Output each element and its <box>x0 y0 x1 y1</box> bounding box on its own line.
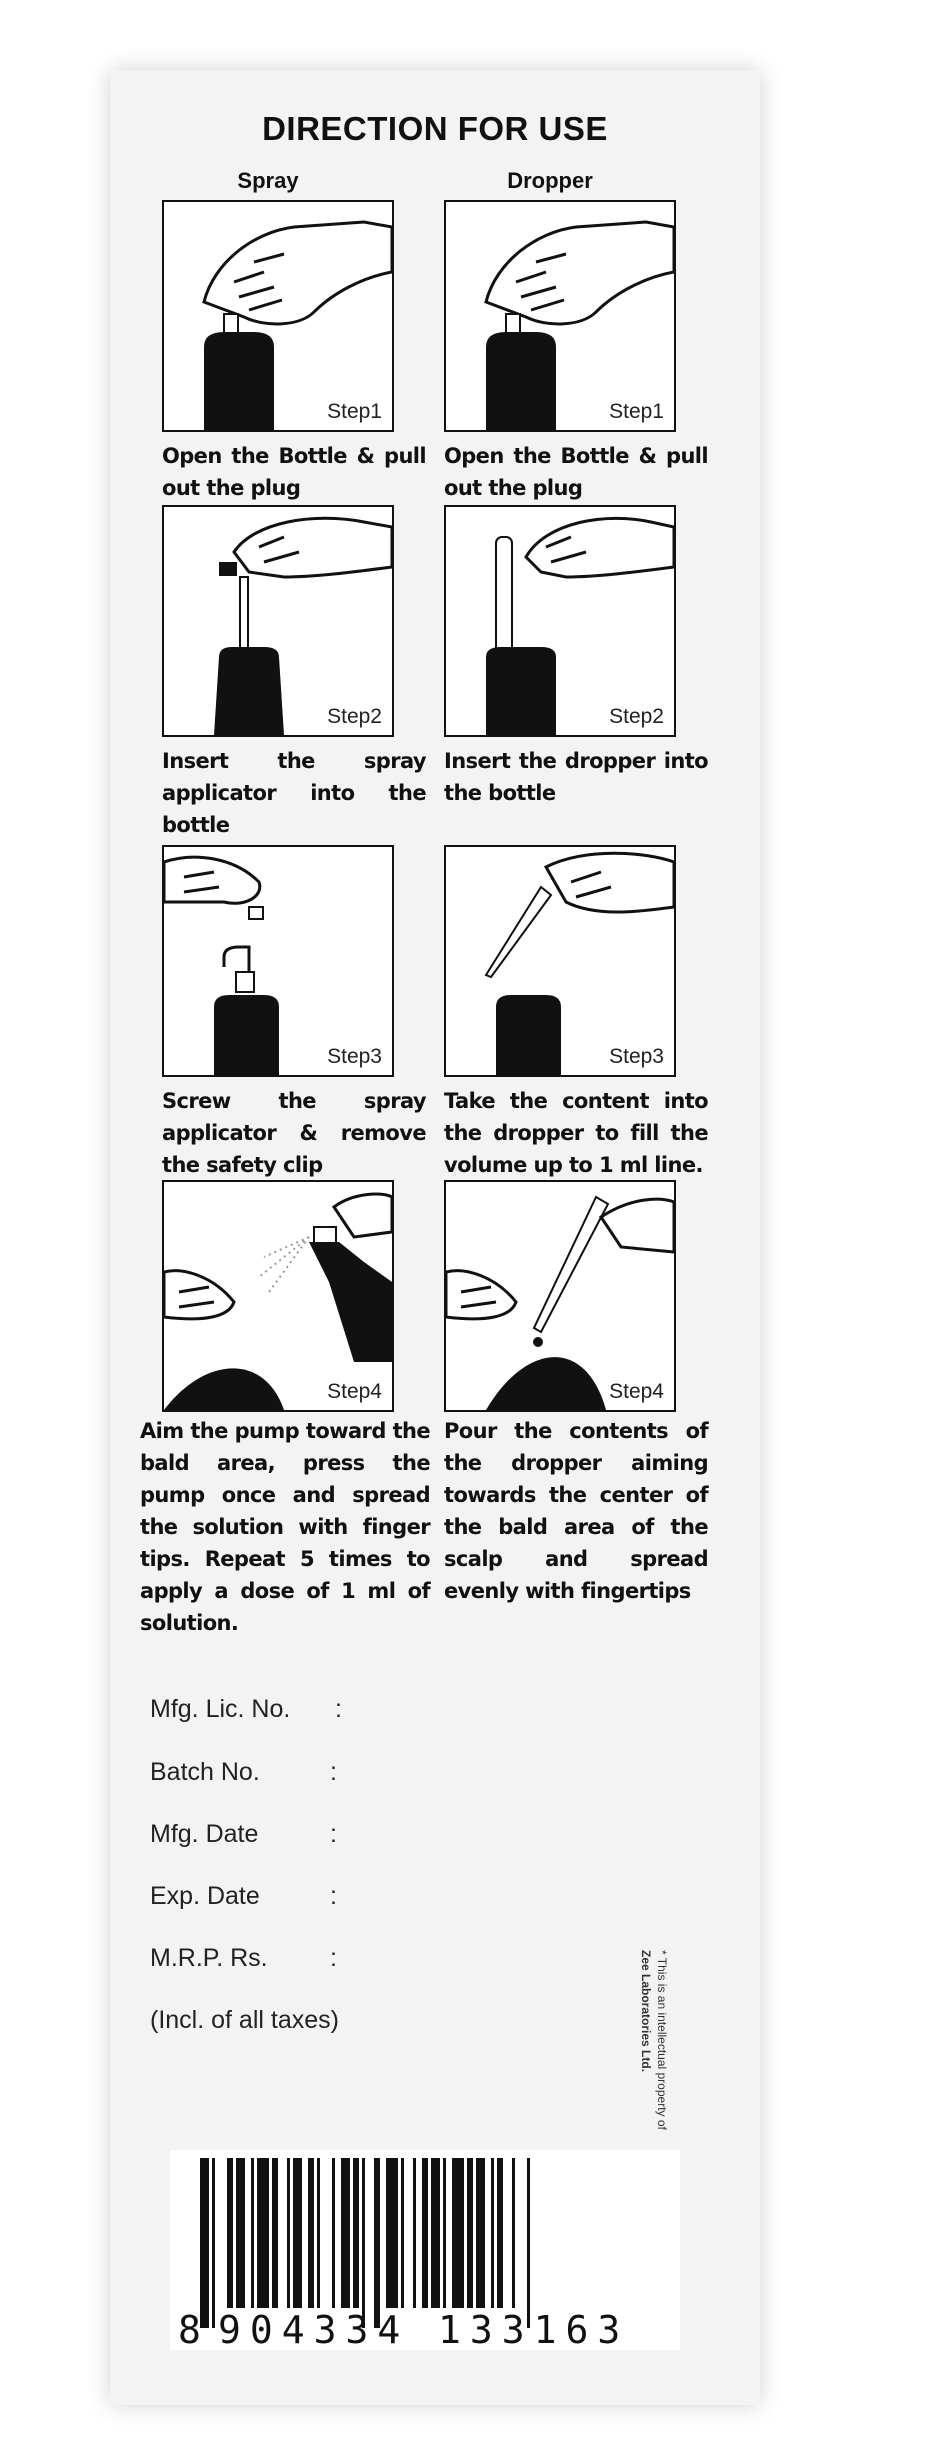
barcode-bar <box>353 2158 359 2308</box>
barcode-bar <box>332 2158 335 2308</box>
batch-no-field <box>150 1758 337 1787</box>
exp-date-field <box>150 1882 337 1911</box>
field-label: Exp. Date <box>150 1882 260 1910</box>
barcode-bar <box>431 2158 440 2308</box>
step-label: Step4 <box>327 1380 382 1403</box>
step-label: Step1 <box>609 400 664 423</box>
dropper-step2-caption: Insert the dropper into the bottle <box>444 749 708 805</box>
barcode-bar <box>512 2158 515 2308</box>
step-label: Step2 <box>327 705 382 728</box>
barcode-bar <box>317 2158 320 2308</box>
hand-filling-dropper-icon <box>446 847 674 1075</box>
barcode-bar <box>257 2158 269 2308</box>
mrp-field <box>150 1944 337 1973</box>
field-label: Mfg. Date <box>150 1820 259 1848</box>
spray-step4-illustration <box>162 1180 394 1412</box>
hand-removing-safety-clip-icon <box>164 847 392 1075</box>
barcode-bar <box>443 2158 446 2308</box>
field-separator: : <box>330 1758 337 1786</box>
barcode-bar <box>386 2158 398 2308</box>
dropper-step3-caption: Take the content into the dropper to fill the volume up to 1 ml line. <box>444 1089 708 1177</box>
ip-note-line: * This is an intellectual property of <box>655 1950 669 2130</box>
column-dropper-heading: Dropper <box>507 168 593 193</box>
barcode-bar <box>362 2158 365 2328</box>
barcode-bar <box>467 2158 473 2308</box>
mfg-lic-no-field <box>150 1695 342 1724</box>
barcode-bar <box>422 2158 428 2308</box>
page-title: DIRECTION FOR USE <box>262 110 608 147</box>
dropper-step1-caption: Open the Bottle & pull out the plug <box>444 444 708 500</box>
barcode-bar <box>212 2158 215 2328</box>
barcode-first-digit: 8 <box>178 2308 201 2352</box>
spray-step2-illustration <box>162 505 394 737</box>
barcode-bar <box>413 2158 416 2308</box>
barcode-bar <box>491 2158 494 2308</box>
barcode-bar <box>272 2158 278 2308</box>
barcode-left-digits: 904334 <box>218 2308 410 2352</box>
barcode-bar <box>200 2158 209 2328</box>
barcode-bar <box>374 2158 380 2328</box>
step-label: Step3 <box>327 1045 382 1068</box>
barcode-bar <box>476 2158 485 2308</box>
mfg-date-field <box>150 1820 337 1849</box>
hand-pulling-plug-icon <box>446 202 674 430</box>
dropper-on-scalp-icon <box>446 1182 674 1410</box>
field-separator: : <box>335 1695 342 1723</box>
barcode-bar <box>251 2158 254 2308</box>
spray-step1-caption: Open the Bottle & pull out the plug <box>162 444 426 500</box>
spray-step2-caption: Insert the spray applicator into the bottle <box>162 749 426 837</box>
barcode-bar <box>401 2158 404 2308</box>
spray-step3-illustration <box>162 845 394 1077</box>
step-label: Step2 <box>609 705 664 728</box>
dropper-step4-illustration <box>444 1180 676 1412</box>
barcode-bar <box>497 2158 503 2308</box>
hand-inserting-dropper-icon <box>446 507 674 735</box>
spray-on-scalp-icon <box>164 1182 392 1410</box>
barcode-right-digits: 133163 <box>438 2308 630 2352</box>
spray-step1-illustration <box>162 200 394 432</box>
barcode-bar <box>308 2158 314 2308</box>
dropper-step1-illustration <box>444 200 676 432</box>
hand-inserting-spray-applicator-icon <box>164 507 392 735</box>
spray-step4-caption: Aim the pump toward the bald area, press the pump once and spread the solution with finger tips. Repeat 5 times to apply a dose of 1 ml of solution. <box>140 1419 430 1635</box>
barcode-bar <box>227 2158 233 2308</box>
barcode-bar <box>287 2158 290 2308</box>
field-label: M.R.P. Rs. <box>150 1944 268 1972</box>
hand-pulling-plug-icon <box>164 202 392 430</box>
dropper-step3-illustration <box>444 845 676 1077</box>
field-separator: : <box>330 1820 337 1848</box>
step-label: Step1 <box>327 400 382 423</box>
spray-step3-caption: Screw the spray applicator & remove the safety clip <box>162 1089 426 1177</box>
step-label: Step3 <box>609 1045 664 1068</box>
field-separator: : <box>330 1944 337 1972</box>
barcode-bar <box>341 2158 350 2308</box>
step-label: Step4 <box>609 1380 664 1403</box>
direction-card <box>110 70 760 2405</box>
company-name: Zee Laboratories Ltd. <box>639 1950 653 2073</box>
barcode-bar <box>527 2158 530 2328</box>
dropper-step2-illustration <box>444 505 676 737</box>
column-spray-heading: Spray <box>237 168 299 193</box>
field-label: Batch No. <box>150 1758 260 1786</box>
barcode-bar <box>452 2158 464 2308</box>
barcode-bar <box>293 2158 302 2308</box>
barcode <box>170 2150 680 2350</box>
field-separator: : <box>330 1882 337 1910</box>
tax-note: (Incl. of all taxes) <box>150 2006 339 2034</box>
field-label: Mfg. Lic. No. <box>150 1695 291 1723</box>
dropper-step4-caption: Pour the contents of the dropper aiming towards the center of the bald area of the scalp and spread evenly with fingertips <box>444 1419 708 1603</box>
barcode-bar <box>236 2158 245 2308</box>
